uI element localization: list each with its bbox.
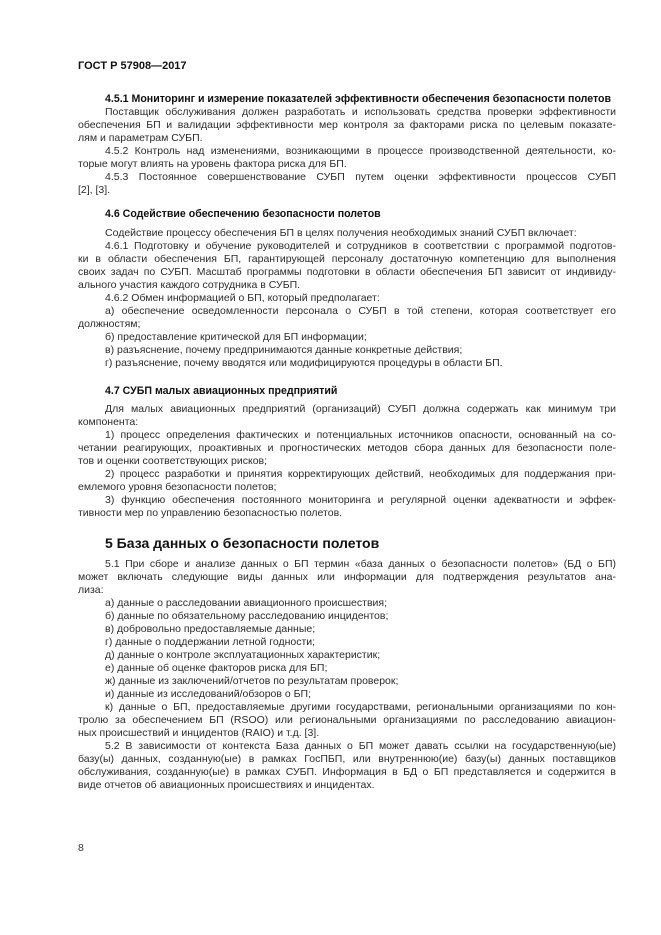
text-line: тов и оценки соответствующих рисков; [78,455,268,467]
paragraph [78,597,616,610]
paragraph [78,403,616,429]
text-line: Для малых авиационных предприятий (организаций) СУБП должна содержать как минимум три [105,403,616,415]
text-line: ных происшествий и инцидентов (RAIO) и т.д. [3]. [78,727,320,739]
page-number: 8 [78,842,84,854]
paragraph [78,558,616,597]
text-line: 4.5.2 Контроль над изменениями, возникающими в процессе производственной деятельности, ко- [105,145,616,157]
text-line: 4.5.3 Постоянное совершенствование СУБП путем оценки эффективности процессов СУБП [105,171,616,183]
text-line: е) данные об оценке факторов риска для БП; [105,662,328,674]
paragraph [78,701,616,740]
text-line: и) данные из исследований/обзоров о БП; [105,688,312,700]
paragraph [78,649,616,662]
text-line: Поставщик обслуживания должен разработать и использовать средства проверки эффективности [105,106,616,118]
text-line: к) данные о БП, предоставляемые другими государствами, региональными организациями по кон- [105,701,616,713]
text-line: своих задач по СУБП. Масштаб программы подготовки в области обеспечения БП зависит от индивиду- [78,266,616,278]
paragraph [78,636,616,649]
text-line: должностям; [78,318,141,330]
paragraph [78,106,616,145]
paragraph [78,227,616,240]
document-page [78,60,616,792]
text-line: в) добровольно предоставляемые данные; [105,623,316,635]
text-line: 2) процесс разработки и принятия корректирующих действий, необходимых для поддержания при- [105,468,616,480]
text-line: четании реагирующих, проактивных и прогностических методов сбора данных для безопасности поле- [78,442,616,454]
document-header: ГОСТ Р 57908—2017 [78,60,187,72]
paragraph [78,429,616,468]
paragraph [78,688,616,701]
section-heading: 5 База данных о безопасности полетов [105,535,380,551]
document-body [78,92,616,792]
paragraph [78,662,616,675]
text-line: 3) функцию обеспечения постоянного мониторинга и регулярной оценки адекватности и эффек- [105,494,616,506]
paragraph [78,344,616,357]
text-line: обслуживания, созданную(ые) в рамках СУБП. Информация в БД о БП представляется и содержится в [78,766,616,778]
text-line: ки в области обеспечения БП, гарантирующей персоналу достаточную компетенцию для выполнения [78,253,616,265]
text-line: г) разъяснение, почему вводятся или модифицируются процедуры в области БП. [105,357,503,369]
text-line: базу(ы) данных, созданную(ые) в рамках ГосПБП, или внутреннюю(ие) базу(ы) данных поставщиков [78,753,616,765]
subsection-heading: 4.5.1 Мониторинг и измерение показателей эффективности обеспечения безопасности полетов [105,93,612,105]
paragraph [78,145,616,171]
text-line: виде отчетов об авиационных происшествиях и инцидентах. [78,779,375,791]
text-line: 5.2 В зависимости от контекста База данных о БП может давать ссылки на государственную(ые) [105,740,616,752]
paragraph [78,610,616,623]
paragraph [78,171,616,197]
text-line: торые могут влиять на уровень фактора риска для БП. [78,158,347,170]
text-line: в) разъяснение, почему предпринимаются данные конкретные действия; [105,344,463,356]
text-line: Содействие процессу обеспечения БП в целях получения необходимых знаний СУБП включает: [105,227,577,239]
text-line: емлемого уровня безопасности полетов; [78,481,277,493]
subsection-heading: 4.7 СУБП малых авиационных предприятий [105,385,338,397]
text-line: тивности мер по управлению безопасностью полетов. [78,507,343,519]
paragraph [78,623,616,636]
text-line: д) данные о контроле эксплуатационных характеристик; [105,649,381,661]
text-line: а) обеспечение осведомленности персонала о СУБП в той степени, которая соответствует его [105,305,616,317]
text-line: б) предоставление критической для БП информации; [105,331,367,343]
text-line: 4.6.2 Обмен информацией о БП, который предполагает: [105,292,380,304]
paragraph [78,675,616,688]
paragraph [78,331,616,344]
paragraph [78,494,616,520]
text-line: ального участия каждого сотрудника в СУБП. [78,279,301,291]
subsection-heading: 4.6 Содействие обеспечению безопасности полетов [105,208,381,220]
text-line: лям и параметрам СУБП. [78,132,203,144]
text-line: тролю за обеспечением БП (RSOO) или региональными организациями по расследованию авиацион- [78,714,616,726]
paragraph [78,468,616,494]
paragraph [78,240,616,292]
text-line: [2], [3]. [78,184,111,196]
text-line: г) данные о поддержании летной годности; [105,636,316,648]
text-line: 4.6.1 Подготовку и обучение руководителей и сотрудников в соответствии с программой подготов- [105,240,616,252]
text-line: лиза: [78,584,104,596]
text-line: может включать следующие виды данных или информации для подтверждения результатов ана- [78,571,616,583]
text-line: а) данные о расследовании авиационного происшествия; [105,597,387,609]
paragraph [78,740,616,792]
text-line: б) данные по обязательному расследованию инцидентов; [105,610,389,622]
text-line: 5.1 При сборе и анализе данных о БП термин «база данных о безопасности полетов» (БД о БП) [105,558,616,570]
text-line: 1) процесс определения фактических и потенциальных источников опасности, основанный на со- [105,429,616,441]
text-line: компонента: [78,416,139,428]
paragraph [78,305,616,331]
text-line: ж) данные из заключений/отчетов по результатам проверок; [105,675,399,687]
paragraph [78,357,616,370]
paragraph [78,292,616,305]
text-line: обеспечения БП и валидации эффективности мер контроля за факторами риска по целевым показате- [78,119,616,131]
